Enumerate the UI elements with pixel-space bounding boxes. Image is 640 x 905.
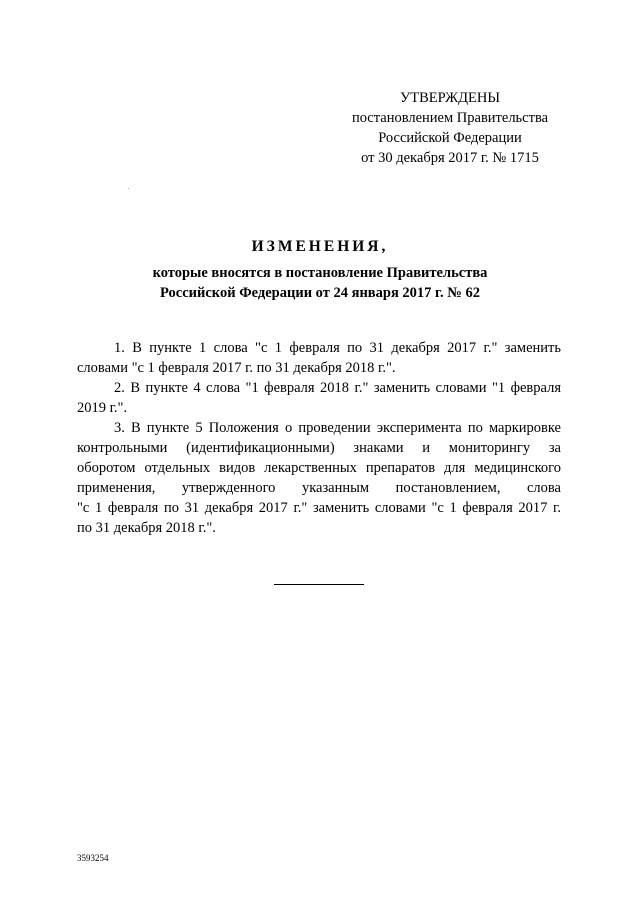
approval-stamp — [330, 88, 570, 168]
approval-line: Российской Федерации — [378, 130, 522, 146]
paragraph-line: словами "с 1 февраля 2017 г. по 31 декабря 2018 г.". — [77, 360, 396, 376]
subtitle-line: Российской Федерации от 24 января 2017 г. № 62 — [160, 285, 480, 301]
end-divider — [274, 584, 364, 585]
paragraph-item-1 — [77, 338, 561, 378]
approval-line: постановлением Правительства — [351, 110, 549, 126]
paragraph-line: 2019 г.". — [77, 400, 128, 416]
paragraph-line: оборотом отдельных видов лекарственных препаратов для медицинского — [77, 460, 561, 476]
paragraph-line: по 31 декабря 2018 г.". — [77, 520, 216, 536]
paragraph-line: "с 1 февраля по 31 декабря 2017 г." заменить словами "с 1 февраля 2017 г. — [77, 500, 561, 516]
paragraph-line: 1. В пункте 1 слова "с 1 февраля по 31 декабря 2017 г." заменить — [114, 340, 561, 356]
footer-doc-code: 3593254 — [77, 853, 109, 863]
paragraph-line: контрольными (идентификационными) знаками и мониторингу за — [77, 440, 561, 456]
paragraph-line: 2. В пункте 4 слова "1 февраля 2018 г." заменить словами "1 февраля — [114, 380, 561, 396]
paragraph-line: 3. В пункте 5 Положения о проведении эксперимента по маркировке — [114, 420, 561, 436]
scan-speck — [128, 188, 129, 189]
paragraph-line: применения, утвержденного указанным постановлением, слова — [77, 480, 561, 496]
document-body — [77, 338, 561, 538]
subtitle-line: которые вносятся в постановление Правительства — [152, 265, 488, 281]
paragraph-item-2 — [77, 378, 561, 418]
approval-heading: УТВЕРЖДЕНЫ — [399, 90, 501, 106]
document-subtitle — [100, 263, 540, 303]
paragraph-item-3 — [77, 418, 561, 538]
approval-date-number: от 30 декабря 2017 г. № 1715 — [361, 150, 539, 166]
document-title: ИЗМЕНЕНИЯ, — [251, 238, 389, 255]
